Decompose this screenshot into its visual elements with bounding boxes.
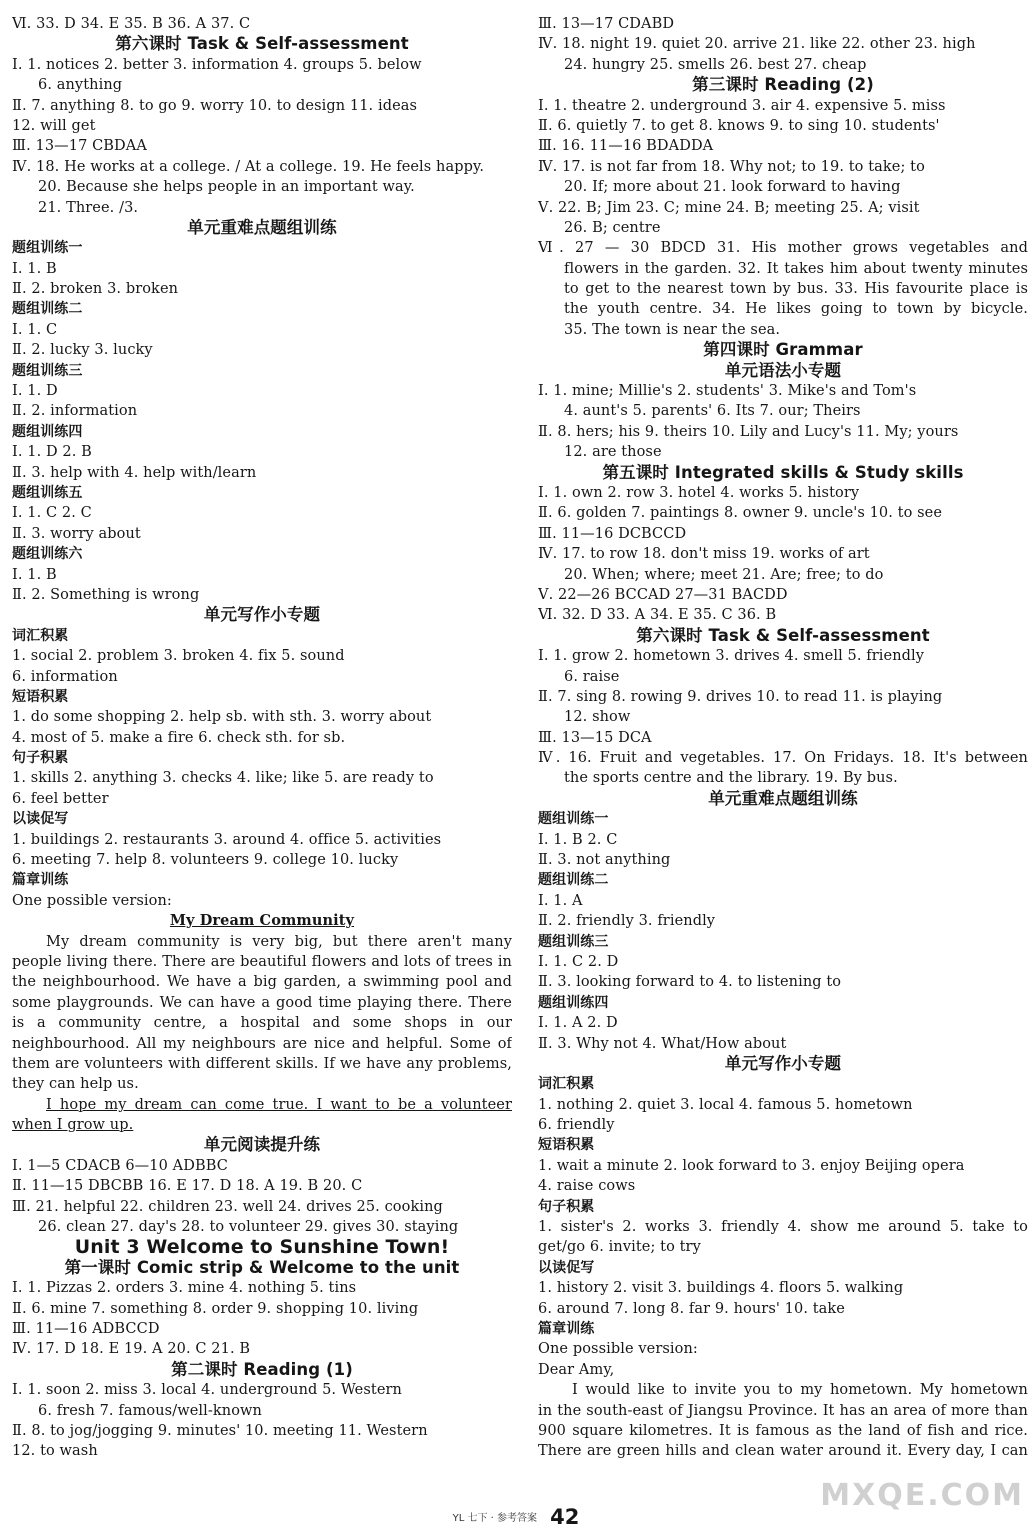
subsection-label: 题组训练三 [538, 933, 609, 950]
answer-line: Ⅳ. 18. night 19. quiet 20. arrive 21. like 22. other 23. high [538, 36, 976, 53]
answer-line: Ⅲ. 11—16 ADBCCD [12, 1321, 160, 1337]
subsection-label: 题组训练一 [538, 811, 609, 828]
answer-line: Ⅰ. 1. mine; Millie's 2. students' 3. Mike's and Tom's [538, 383, 917, 400]
answer-line: Ⅰ. 1. A 2. D [538, 1015, 618, 1032]
answer-line: Ⅱ. 7. sing 8. rowing 9. drives 10. to read 11. is playing [538, 688, 943, 705]
subsection-label: 题组训练一 [12, 240, 83, 257]
answer-line: 4. most of 5. make a fire 6. check sth. for sb. [12, 729, 346, 746]
answer-line: Ⅱ. 2. Something is wrong [12, 586, 200, 603]
answer-line: 1. do some shopping 2. help sb. with sth. 3. worry about [12, 709, 432, 726]
subsection-label: 以读促写 [538, 1259, 595, 1276]
answer-line: get/go 6. invite; to try [538, 1239, 701, 1256]
answer-line: Ⅲ. 13—15 DCA [538, 729, 652, 746]
section-heading: 第一课时 Comic strip & Welcome to the unit [64, 1257, 460, 1277]
essay-line [12, 1095, 512, 1115]
answer-line: Ⅱ. 2. information [12, 403, 138, 420]
section-heading: 单元重难点题组训练 [708, 788, 858, 808]
answer-line: Dear Amy, [538, 1361, 615, 1378]
answer-line: Ⅰ. 1. B 2. C [538, 831, 618, 848]
answer-line: the youth centre. 34. He likes going to town by bicycle. [564, 301, 1028, 318]
answer-line: 1. skills 2. anything 3. checks 4. like; like 5. are ready to [12, 770, 434, 787]
answer-line: Ⅰ. 1. D 2. B [12, 444, 92, 461]
answer-line: 6. around 7. long 8. far 9. hours' 10. take [538, 1300, 845, 1317]
answer-line: Ⅰ. 1. B [12, 566, 57, 583]
essay-line: 1. sister's 2. works 3. friendly 4. show me around 5. take to [538, 1219, 1028, 1236]
section-heading: 第五课时 Integrated skills & Study skills [602, 462, 964, 482]
section-heading: 第六课时 Task & Self-assessment [115, 34, 409, 54]
answer-line: Ⅱ. 2. lucky 3. lucky [12, 342, 153, 359]
answer-line: the sports centre and the library. 19. By bus. [564, 770, 898, 787]
underlined-text: when I grow up. [12, 1117, 134, 1134]
subsection-label: 题组训练三 [12, 362, 83, 379]
answer-line: Ⅰ. 1. C [12, 321, 58, 338]
answer-line: to get to the nearest town by bus. 33. His favourite place is [564, 281, 1028, 298]
essay-line: neighbourhood. All my neighbours are nice and helpful. Some of [12, 1035, 512, 1052]
section-heading: 单元阅读提升练 [203, 1135, 321, 1155]
section-heading: 第四课时 Grammar [703, 340, 863, 360]
answer-line: 12. to wash [12, 1443, 98, 1460]
answer-line: 4. aunt's 5. parents' 6. Its 7. our; Theirs [564, 403, 861, 420]
essay-line: in the south-east of Jiangsu Province. It has an area of more than [538, 1402, 1028, 1419]
answer-line: Ⅱ. 3. not anything [538, 852, 671, 869]
answer-line: Ⅰ. 1. theatre 2. underground 3. air 4. expensive 5. miss [538, 97, 946, 114]
answer-line: Ⅲ. 11—16 DCBCCD [538, 525, 687, 542]
answer-line: Ⅰ. 1—5 CDACB 6—10 ADBBC [12, 1157, 228, 1174]
answer-line: Ⅲ. 21. helpful 22. children 23. well 24. drives 25. cooking [12, 1198, 443, 1215]
right-answer-column [538, 14, 1028, 1462]
section-heading: 单元写作小专题 [724, 1053, 842, 1073]
answer-line: Ⅳ. 17. to row 18. don't miss 19. works of art [538, 546, 870, 563]
answer-line: Ⅱ. 8. hers; his 9. theirs 10. Lily and Lucy's 11. My; yours [538, 423, 959, 440]
section-heading: 单元语法小专题 [724, 360, 842, 380]
answer-line: Ⅳ. 17. D 18. E 19. A 20. C 21. B [12, 1341, 251, 1358]
essay-line: them are volunteers with different skills. If we have any problems, [12, 1055, 512, 1072]
subsection-label: 篇章训练 [538, 1321, 595, 1337]
essay-line: I would like to invite you to my hometown. My hometown [572, 1382, 1028, 1399]
subsection-label: 题组训练六 [12, 546, 83, 563]
answer-line: 6. meeting 7. help 8. volunteers 9. college 10. lucky [12, 852, 399, 869]
answer-line: 1. nothing 2. quiet 3. local 4. famous 5. hometown [538, 1096, 913, 1113]
left-answer-column [12, 14, 512, 1462]
answer-line: flowers in the garden. 32. It takes him about twenty minutes [564, 260, 1028, 277]
subsection-label: 题组训练四 [12, 423, 83, 440]
answer-line: 12. are those [564, 444, 662, 461]
answer-line: Ⅱ. 6. quietly 7. to get 8. knows 9. to sing 10. students' [538, 117, 940, 134]
answer-line: Ⅰ. 1. C 2. C [12, 505, 92, 522]
underlined-text: I hope my dream can come true. I want to be a volunteer [46, 1096, 512, 1113]
answer-line: 6. feel better [12, 790, 109, 807]
essay-line: My dream community is very big, but there aren't many [46, 933, 512, 950]
answer-line: Ⅰ. 1. soon 2. miss 3. local 4. underground 5. Western [12, 1382, 402, 1399]
answer-line: Ⅰ. 1. D [12, 383, 58, 400]
answer-line: One possible version: [12, 892, 172, 909]
answer-line: Ⅱ. 8. to jog/jogging 9. minutes' 10. meeting 11. Western [12, 1422, 428, 1439]
essay-line: Ⅳ. 16. Fruit and vegetables. 17. On Fridays. 18. It's between [538, 750, 1028, 767]
answer-line: Ⅱ. 2. friendly 3. friendly [538, 913, 716, 930]
answer-line: Ⅰ. 1. own 2. row 3. hotel 4. works 5. history [538, 484, 860, 501]
essay-title [12, 911, 512, 931]
section-heading: 第六课时 Task & Self-assessment [636, 625, 930, 645]
answer-line: 6. friendly [538, 1117, 615, 1134]
answer-line: 6. raise [564, 668, 620, 685]
answer-line: Ⅰ. 1. notices 2. better 3. information 4. groups 5. below [12, 56, 422, 73]
answer-line: Ⅴ. 22—26 BCCAD 27—31 BACDD [538, 586, 788, 603]
subsection-label: 篇章训练 [12, 872, 69, 889]
essay-line: the neighbourhood. We have a big garden, a swimming pool and [12, 974, 512, 991]
section-heading: 第二课时 Reading (1) [171, 1359, 353, 1379]
answer-line: Ⅱ. 3. looking forward to 4. to listening to [538, 974, 842, 991]
answer-line: Ⅱ. 3. help with 4. help with/learn [12, 464, 257, 481]
section-heading: 单元写作小专题 [203, 605, 321, 625]
answer-line: 20. If; more about 21. look forward to having [564, 179, 901, 196]
subsection-label: 题组训练二 [12, 301, 83, 318]
subsection-label: 题组训练二 [538, 872, 609, 889]
section-heading: 单元重难点题组训练 [187, 217, 337, 237]
answer-line: Ⅲ. 13—17 CDABD [538, 16, 675, 32]
essay-title-text: My Dream Community [169, 912, 355, 930]
answer-line: Ⅰ. 1. B [12, 260, 57, 277]
subsection-label: 短语积累 [538, 1137, 595, 1154]
answer-line: 35. The town is near the sea. [564, 321, 781, 338]
subsection-label: 句子积累 [538, 1198, 595, 1215]
answer-line: 1. wait a minute 2. look forward to 3. enjoy Beijing opera [538, 1157, 965, 1174]
subsection-label: 题组训练五 [12, 484, 83, 501]
footer-book-tag: YL 七下 · 参考答案 [452, 1513, 538, 1524]
answer-line: 21. Three. /3. [38, 199, 139, 216]
answer-line: 12. show [564, 709, 631, 726]
answer-line: Ⅱ. 2. broken 3. broken [12, 281, 179, 298]
answer-line: Ⅱ. 6. mine 7. something 8. order 9. shopping 10. living [12, 1300, 419, 1317]
answer-line: Ⅳ. 17. is not far from 18. Why not; to 19. to take; to [538, 158, 925, 175]
answer-line: Ⅰ. 1. grow 2. hometown 3. drives 4. smell 5. friendly [538, 648, 925, 665]
subsection-label: 短语积累 [12, 688, 69, 705]
answer-line: Ⅵ. 33. D 34. E 35. B 36. A 37. C [12, 16, 251, 32]
answer-line: 20. When; where; meet 21. Are; free; to do [564, 566, 884, 583]
answer-line: Ⅱ. 3. Why not 4. What/How about [538, 1035, 787, 1052]
answer-line: 26. clean 27. day's 28. to volunteer 29. gives 30. staying [38, 1219, 459, 1236]
answer-line: Ⅱ. 3. worry about [12, 525, 141, 542]
answer-line: Ⅱ. 11—15 DBCBB 16. E 17. D 18. A 19. B 20. C [12, 1178, 363, 1195]
answer-line: One possible version: [538, 1341, 698, 1358]
answer-line: Ⅱ. 7. anything 8. to go 9. worry 10. to design 11. ideas [12, 97, 418, 114]
essay-line: 900 square kilometres. It is famous as the land of fish and rice. [538, 1422, 1028, 1439]
answer-line: 6. information [12, 668, 118, 685]
answer-line: Ⅱ. 6. golden 7. paintings 8. owner 9. uncle's 10. to see [538, 505, 943, 522]
subsection-label: 词汇积累 [538, 1076, 595, 1093]
answer-line: 26. B; centre [564, 219, 661, 236]
answer-line: Ⅳ. 18. He works at a college. / At a college. 19. He feels happy. [12, 158, 485, 175]
answer-line: Ⅲ. 16. 11—16 BDADDA [538, 138, 714, 155]
subsection-label: 词汇积累 [12, 627, 69, 644]
subsection-label: 题组训练四 [538, 994, 609, 1011]
essay-line [12, 1115, 512, 1135]
answer-line: 6. fresh 7. famous/well-known [38, 1402, 262, 1419]
answer-line: 6. anything [38, 77, 123, 94]
answer-line: Ⅰ. 1. C 2. D [538, 953, 619, 970]
answer-line: Ⅴ. 22. B; Jim 23. C; mine 24. B; meeting 25. A; visit [538, 199, 920, 216]
essay-line: people living there. There are beautiful flowers and lots of trees in [12, 953, 512, 970]
subsection-label: 以读促写 [12, 811, 69, 828]
subsection-label: 句子积累 [12, 750, 69, 767]
essay-line: is a community centre, a hospital and some shops in our [12, 1015, 512, 1032]
section-heading: 第三课时 Reading (2) [692, 75, 874, 95]
answer-line: 20. Because she helps people in an important way. [38, 179, 415, 196]
unit-heading: Unit 3 Welcome to Sunshine Town! [74, 1237, 450, 1258]
site-watermark: MXQE.COM [820, 1478, 1024, 1513]
answer-line: 4. raise cows [538, 1178, 636, 1195]
answer-line: 1. buildings 2. restaurants 3. around 4. office 5. activities [12, 831, 442, 848]
answer-line: Ⅲ. 13—17 CBDAA [12, 138, 147, 155]
essay-line: some playgrounds. We can have a good time playing there. There [12, 994, 512, 1011]
answer-line: 12. will get [12, 117, 96, 134]
answer-line: Ⅵ. 32. D 33. A 34. E 35. C 36. B [538, 607, 777, 624]
essay-line: There are green hills and clean water around it. Every day, I can [538, 1443, 1028, 1460]
answer-line: Ⅰ. 1. Pizzas 2. orders 3. mine 4. nothing 5. tins [12, 1280, 357, 1297]
page-number: 42 [550, 1505, 580, 1529]
answer-line: 24. hungry 25. smells 26. best 27. cheap [564, 56, 867, 73]
essay-line: Ⅵ. 27 — 30 BDCD 31. His mother grows vegetables and [538, 240, 1028, 257]
essay-line: they can help us. [12, 1076, 139, 1093]
answer-line: 1. history 2. visit 3. buildings 4. floors 5. walking [538, 1280, 904, 1297]
answer-line: Ⅰ. 1. A [538, 892, 583, 909]
answer-line: 1. social 2. problem 3. broken 4. fix 5. sound [12, 648, 345, 665]
